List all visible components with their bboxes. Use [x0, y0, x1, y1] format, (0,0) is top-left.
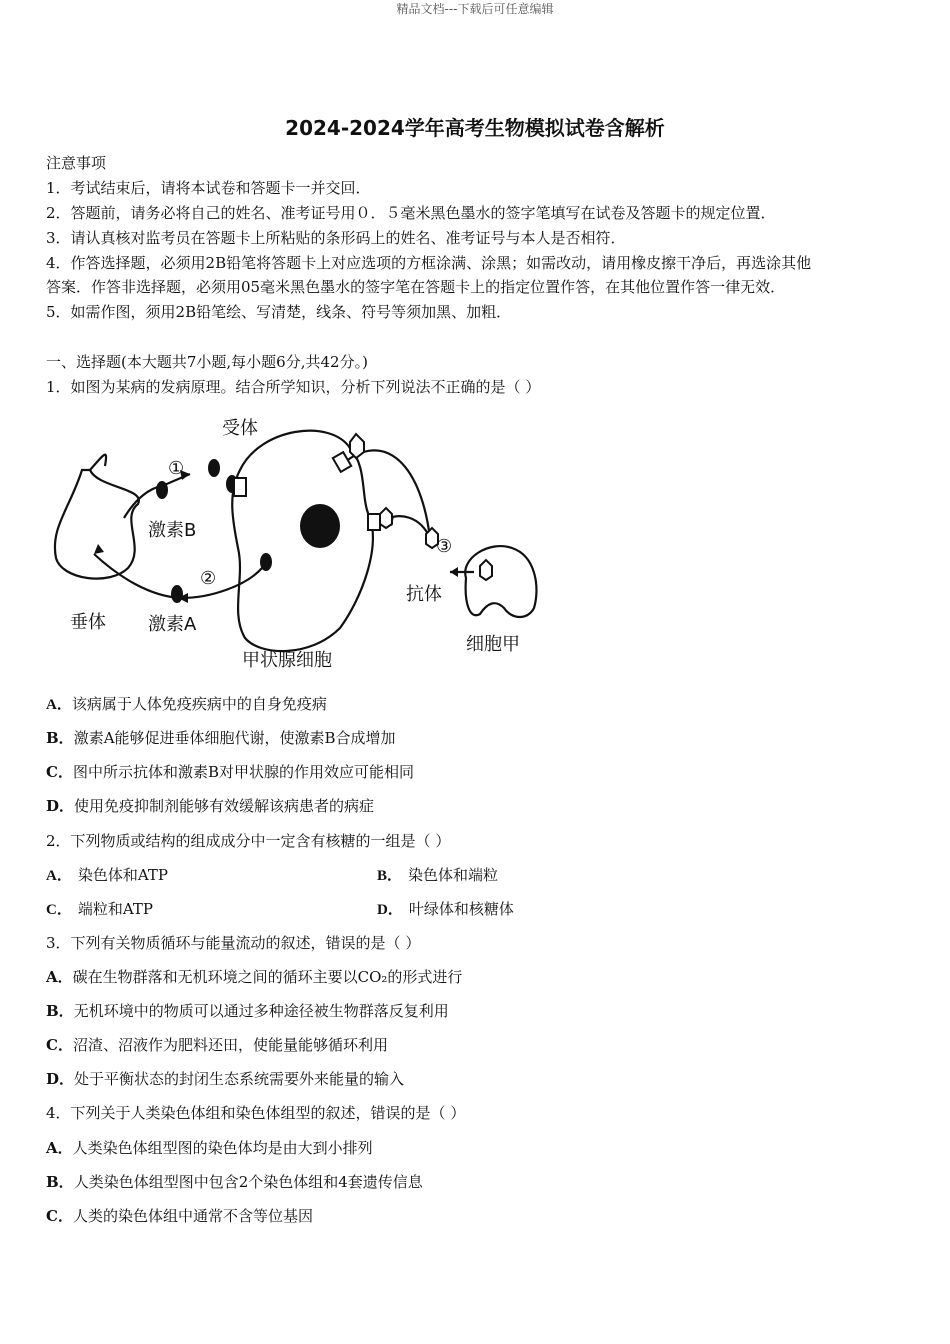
q4-stem: 4．下列关于人类染色体组和染色体组型的叙述，错误的是（ ）	[46, 1104, 466, 1122]
option-letter: D．	[46, 797, 75, 815]
q1-option-a	[46, 693, 327, 714]
pituitary-shape	[55, 470, 139, 579]
q4-option-a	[46, 1137, 373, 1158]
section-heading: 一、选择题(本大题共7小题,每小题6分,共42分。)	[46, 353, 368, 371]
q2-option-b	[377, 864, 498, 885]
disease-mechanism-figure	[50, 408, 550, 678]
option-text: 染色体和端粒	[408, 866, 499, 884]
option-text: 激素A能够促进垂体细胞代谢，使激素B合成增加	[73, 729, 396, 747]
q1-option-b	[46, 727, 396, 748]
option-text: 无机环境中的物质可以通过多种途径被生物群落反复利用	[73, 1002, 449, 1020]
q2-option-c	[46, 898, 153, 919]
q1-option-d	[46, 795, 374, 816]
label-hormone-b: 激素B	[148, 520, 197, 541]
label-receptor: 受体	[222, 418, 258, 439]
option-letter: A．	[46, 968, 73, 986]
label-pituitary: 垂体	[70, 612, 106, 633]
label-num2: ②	[200, 568, 217, 589]
option-letter: A．	[46, 697, 72, 713]
label-thyroid-cell: 甲状腺细胞	[242, 650, 332, 671]
option-letter: C．	[46, 1036, 73, 1054]
option-text: 人类的染色体组中通常不含等位基因	[72, 1207, 313, 1225]
q1-stem: 1．如图为某病的发病原理。结合所学知识，分析下列说法不正确的是（ ）	[46, 378, 541, 396]
option-text: 图中所示抗体和激素B对甲状腺的作用效应可能相同	[72, 763, 414, 781]
page-header: 精品文档---下载后可任意编辑	[396, 2, 554, 16]
option-text: 人类染色体组型图中包含2个染色体组和4套遗传信息	[73, 1173, 423, 1191]
option-letter: B．	[377, 868, 403, 884]
label-num3: ③	[436, 536, 453, 557]
notice-item: 2．答题前，请务必将自己的姓名、准考证号用０．５毫米黑色墨水的签字笔填写在试卷及答题卡的规定位置．	[46, 204, 776, 222]
label-hormone-a: 激素A	[148, 614, 197, 635]
nucleus	[300, 504, 340, 548]
option-text: 沼渣、沼液作为肥料还田，使能量能够循环利用	[72, 1036, 388, 1054]
option-text: 该病属于人体免疫疾病中的自身免疫病	[71, 695, 327, 713]
option-letter: C．	[46, 902, 72, 918]
q4-option-b	[46, 1171, 423, 1192]
q3-option-d	[46, 1068, 404, 1089]
notice-item: 1．考试结束后，请将本试卷和答题卡一并交回．	[46, 179, 371, 197]
q3-option-b	[46, 1000, 449, 1021]
option-letter: B．	[46, 1173, 74, 1191]
q2-option-a	[46, 864, 168, 885]
notice-item: 5．如需作图，须用2B铅笔绘、写清楚，线条、符号等须加黑、加粗．	[46, 303, 512, 321]
option-text: 使用免疫抑制剂能够有效缓解该病患者的病症	[74, 797, 375, 815]
option-letter: D．	[377, 902, 403, 918]
option-letter: C．	[46, 763, 73, 781]
option-text: 端粒和ATP	[77, 900, 153, 918]
notice-item: 答案．作答非选择题，必须用05毫米黑色墨水的签字笔在答题卡上的指定位置作答，在其他位置作答一律无效．	[46, 278, 786, 296]
option-text: 碳在生物群落和无机环境之间的循环主要以CO₂的形式进行	[72, 968, 463, 986]
q2-stem: 2．下列物质或结构的组成成分中一定含有核糖的一组是（ ）	[46, 832, 451, 850]
page-title: 2024-2024学年高考生物模拟试卷含解析	[285, 116, 665, 140]
option-text: 人类染色体组型图的染色体均是由大到小排列	[72, 1139, 373, 1157]
q3-stem: 3．下列有关物质循环与能量流动的叙述，错误的是（ ）	[46, 934, 421, 952]
label-num1: ①	[168, 458, 185, 479]
q4-option-c	[46, 1205, 313, 1226]
option-letter: A．	[46, 1139, 73, 1157]
label-antibody: 抗体	[406, 584, 442, 605]
notice-item: 4．作答选择题，必须用2B铅笔将答题卡上对应选项的方框涂满、涂黑；如需改动，请用橡皮擦干净后，再选涂其他	[46, 254, 812, 272]
option-letter: C．	[46, 1207, 73, 1225]
notice-item: 3．请认真核对监考员在答题卡上所粘贴的条形码上的姓名、准考证号与本人是否相符．	[46, 229, 626, 247]
notice-heading: 注意事项	[46, 154, 107, 172]
option-text: 染色体和ATP	[77, 866, 168, 884]
option-letter: A．	[46, 868, 72, 884]
cell-a-shape	[465, 546, 536, 617]
option-text: 处于平衡状态的封闭生态系统需要外来能量的输入	[74, 1070, 405, 1088]
thyroid-cell-shape	[232, 431, 373, 651]
q3-option-c	[46, 1034, 388, 1055]
q1-option-c	[46, 761, 414, 782]
q2-option-d	[377, 898, 514, 919]
option-letter: B．	[46, 1002, 74, 1020]
option-letter: B．	[46, 729, 74, 747]
option-text: 叶绿体和核糖体	[408, 900, 514, 918]
q3-option-a	[46, 966, 462, 987]
label-cell-a: 细胞甲	[466, 634, 520, 655]
option-letter: D．	[46, 1070, 75, 1088]
